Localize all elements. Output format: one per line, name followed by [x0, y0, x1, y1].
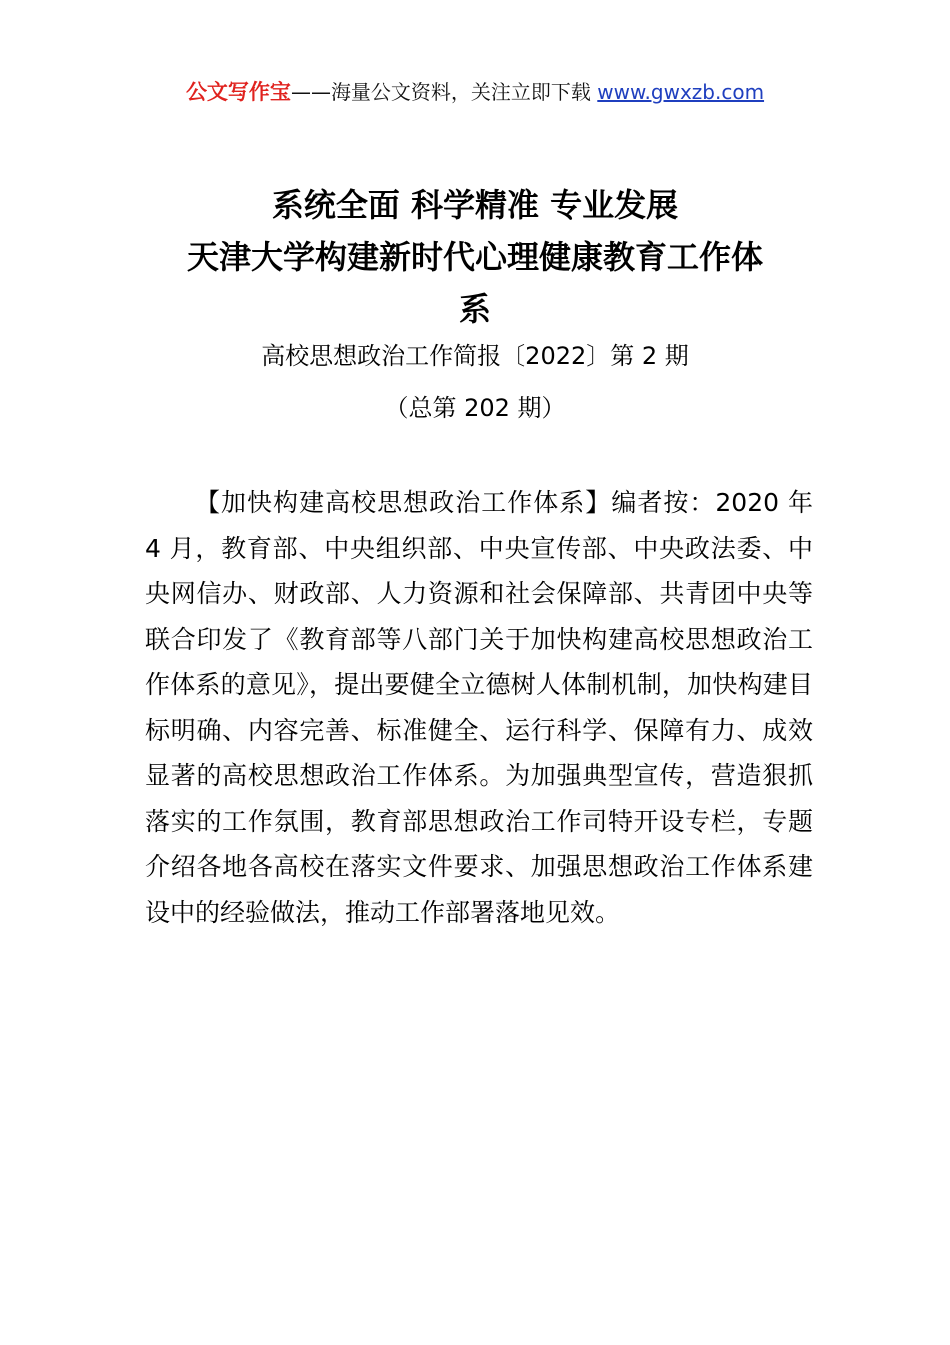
document-title-line-1: 系统全面 科学精准 专业发展: [271, 186, 679, 224]
promo-banner: [0, 78, 950, 106]
brand-name: 公文写作宝: [185, 80, 291, 104]
bulletin-subtitle: 高校思想政治工作简报〔2022〕第 2 期: [261, 342, 689, 370]
document-title-line-2: 天津大学构建新时代心理健康教育工作体: [186, 238, 763, 276]
website-link[interactable]: www.gwxzb.com: [597, 80, 765, 104]
banner-tagline: ——海量公文资料，关注立即下载: [290, 80, 598, 104]
document-title-line-3: 系: [458, 290, 491, 328]
editor-note-paragraph: 【加快构建高校思想政治工作体系】编者按：2020 年 4 月，教育部、中央组织部、中央宣传部、中央政法委、中央网信办、财政部、人力资源和社会保障部、共青团中央等联合印发了《教育部等八部门关于加快构建高校思想政治工作体系的意见》，提出要健全立德树人体制机制，加快构建目标明确、内容完善、标准健全、运行科学、保障有力、成效显著的高校思想政治工作体系。为加强典型宣传，营造狠抓落实的工作氛围，教育部思想政治工作司特开设专栏，专题介绍各地各高校在落实文件要求、加强思想政治工作体系建设中的经验做法，推动工作部署落地见效。: [145, 488, 813, 927]
issue-number: （总第 202 期）: [384, 394, 566, 422]
